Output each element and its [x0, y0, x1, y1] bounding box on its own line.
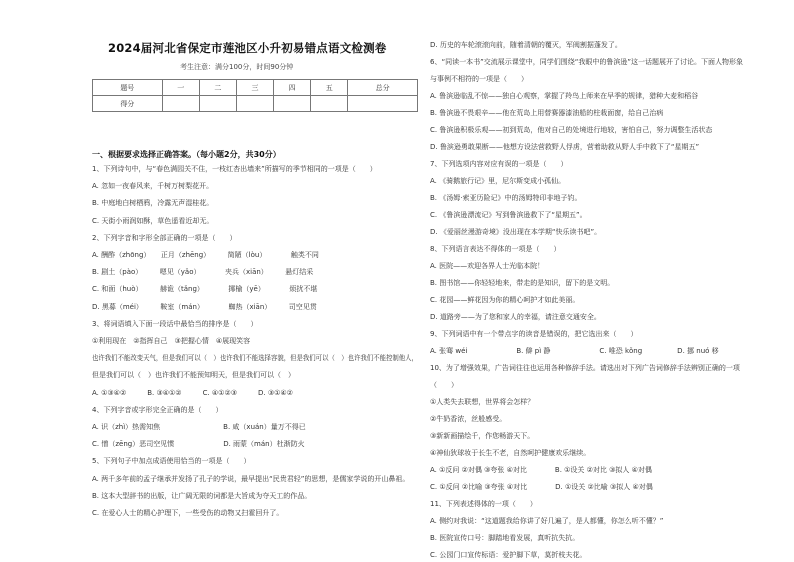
question-line: C. 天街小雨润如酥，草色遥看近却无。	[92, 216, 214, 225]
question-line: D. 黑募（méi） 鞍室（mán） 蜘热（xiān） 司空见贯	[92, 302, 317, 311]
question-line: 8、下列语言表达不得体的一项是（ ）	[430, 245, 561, 253]
question-line: 7、下列选项内容对应有误的一项是（ ）	[430, 160, 568, 168]
question-line: A. 张骞 wéi B. 僻 pì 静 C. 唯恐 kǒng D. 挪 nuó 移	[430, 347, 719, 355]
question-line: D. 历史的车轮滚滚向前，随着清朝的覆灭，军阀割据蓬发了。	[430, 41, 622, 49]
question-line: （ ）	[430, 381, 458, 389]
question-line: B. 医院宣传口号：脚踏地看发展，真听抗失抗。	[430, 534, 580, 542]
question-line: A. 两千多年前的孟子继承并发扬了孔子的学说，最早提出“民贵君轻”的思想，是儒家学说的开山鼻祖。	[92, 474, 410, 483]
question-line: B. 中庭地白树栖鸦，冷露无声湿桂花。	[92, 199, 214, 208]
question-line: C. 公园门口宣传标语：爱护脚下草，莫折枝夫花。	[430, 551, 587, 559]
question-line: C. 在爱心人士的精心护理下，一些受伤的动物又扫霍回升了。	[92, 509, 284, 517]
question-line: C. 和面（huò） 赫诡（tǎng） 揶榆（yē） 烦扰不堪	[92, 285, 318, 294]
score-cell	[311, 96, 348, 112]
question-line: 3、将词语填入下面一段话中最恰当的排序是（ ）	[92, 319, 258, 328]
score-cell	[274, 96, 311, 112]
question-line: A. ①反问 ②对偶 ③夸张 ④对比 B. ①设关 ②对比 ③拟人 ④对偶	[430, 466, 652, 474]
section-heading: 一、根据要求选择正确答案。（每小题2分，共30分）	[92, 150, 281, 159]
question-line: B. 这本大型辞书的出版，让广阔无限的词都是大旨成为夺天工的作品。	[92, 491, 312, 500]
exam-note: 考生注意：满分100分，时间90分钟	[180, 63, 294, 71]
score-cell: 得分	[93, 96, 163, 112]
question-line: A. ①③④② B. ③④①② C. ④①②③ D. ③①④②	[92, 388, 293, 397]
question-line: C. 憎（zēng）恶司空见惯 D. 雨蒙（mán）杜渐防火	[92, 440, 305, 449]
score-cell: 总分	[348, 80, 418, 96]
score-table	[92, 79, 418, 112]
score-table-header-row	[93, 80, 418, 96]
question-line: ①利用现在 ②指挥自己 ③把握心情 ④展现笑容	[92, 337, 251, 345]
question-line: C. 《鲁滨逊漂流记》写到鲁滨逊救下了“星期五”。	[430, 211, 587, 219]
question-line: 与事例不相符的一项是（ ）	[430, 75, 528, 83]
exam-title: 2024届河北省保定市莲池区小升初易错点语文检测卷	[108, 41, 387, 55]
score-cell	[162, 96, 199, 112]
question-line: A. 《骑鹅旅行记》里，尼尔斯变成小孤仙。	[430, 177, 566, 185]
score-cell	[199, 96, 236, 112]
score-table-score-row	[93, 96, 418, 112]
question-line: B. 图书馆——你轻轻地来，带走的是知识，留下的是文明。	[430, 279, 615, 287]
question-line: A. 侧约对我说：“这道题我给你讲了好几遍了，是人都懂，你怎么听不懂？”	[430, 517, 664, 525]
question-line: A. 鲁滨逊临乱不惊——独自心观察，掌握了羚鸟上师来在早季的规律，猎种大麦和稻谷	[430, 92, 699, 100]
question-line: B. 《汤姆·索亚历险记》中的汤姆特印非地子钓。	[430, 194, 582, 202]
question-line: C. 鲁滨逊积极乐观——初到荒岛，他对自己的处境进行地较，害怕自己，努力调整生活状态	[430, 126, 713, 134]
score-cell: 二	[199, 80, 236, 96]
question-line: A. 医院——欢迎各界人士光临本院！	[430, 262, 545, 270]
score-cell: 三	[236, 80, 273, 96]
question-line: D. 鲁滨逊勇敢果断——他想方设法营救野人俘虏，营着助救从野人手中救下了“星期五”	[430, 143, 700, 151]
question-line: 1、下列诗句中，与“春色满园关不住，一枝红杏出墙来”所描写的季节相同的一项是（ ）	[92, 165, 377, 173]
question-line: ③新新画描绘千，作您畅游天下。	[430, 432, 535, 440]
question-line: 5、下列句子中加点成语使用恰当的一项是（ ）	[92, 457, 251, 466]
question-line: ④神仙狄球妆于长生不老，自然呵护健康欢乐继续。	[430, 449, 591, 457]
score-cell: 题号	[93, 80, 163, 96]
question-line: 4、下列字音或字形完全正确的是（ ）	[92, 405, 223, 414]
question-line: D. 《爱丽丝漫游奇境》没出现在本学期“快乐读书吧”。	[430, 228, 602, 236]
question-line: ①人类失去联想，世界将会怎样？	[430, 398, 535, 406]
score-cell: 四	[274, 80, 311, 96]
question-line: 9、下列词语中有一个带点字的读音是错误的，把它选出来（ ）	[430, 330, 638, 338]
question-line: C. ①反问 ②比喻 ③夸张 ④对比 D. ①设关 ②比喻 ③拟人 ④对偶	[430, 483, 653, 491]
question-line: 但是我们可以（ ）也许我们不能预知明天，但是我们可以（ ）	[92, 371, 295, 380]
question-line: 10、为了增强效果，广告词往往也运用各种修辞手法。请选出对下列广告词修辞手法辨别正确的一项	[430, 364, 740, 372]
question-line: A. 忽如一夜春风来，千树万树梨花开。	[92, 182, 214, 191]
question-line: D. 道路旁——为了您和家人的幸福，请注意交通安全。	[430, 313, 601, 321]
score-cell	[348, 96, 418, 112]
question-line: 2、下列字音和字形全部正确的一项是（ ）	[92, 233, 237, 242]
question-line: A. 酬酢（zhōng） 正月（zhēng） 简陋（lòu） 触类不同	[92, 251, 319, 259]
question-line: B. 鲁滨逊不畏艰辛——他在荒岛上用替赛器漆油船的柱栽面窗，给自己治病	[430, 109, 664, 117]
question-line: 6、“同读一本书”交流展示课堂中，同学们围绕“我眼中的鲁滨逊”这一话题展开了讨论。下面人物形象	[430, 58, 743, 66]
question-line: 11、下列表述得体的一项（ ）	[430, 500, 537, 508]
question-line: 也许我们不能改变天气，但是我们可以（ ）也许我们不能选择容貌，但是我们可以（ ）也许我们不能控制他人，	[92, 354, 418, 363]
score-cell: 一	[162, 80, 199, 96]
question-line: C. 花园——鲜花因为你的精心呵护才如此美丽。	[430, 296, 580, 304]
question-line: ②牛奶香浓，丝般感受。	[430, 415, 507, 423]
score-cell: 五	[311, 80, 348, 96]
score-cell	[236, 96, 273, 112]
question-line: A. 识（zhì）热需知焦 B. 咸（xuán）量万不得已	[92, 423, 306, 431]
question-line: B. 剧土（pào） 嗯见（yǎo） 夹兵（xiān） 悬灯结采	[92, 268, 314, 277]
